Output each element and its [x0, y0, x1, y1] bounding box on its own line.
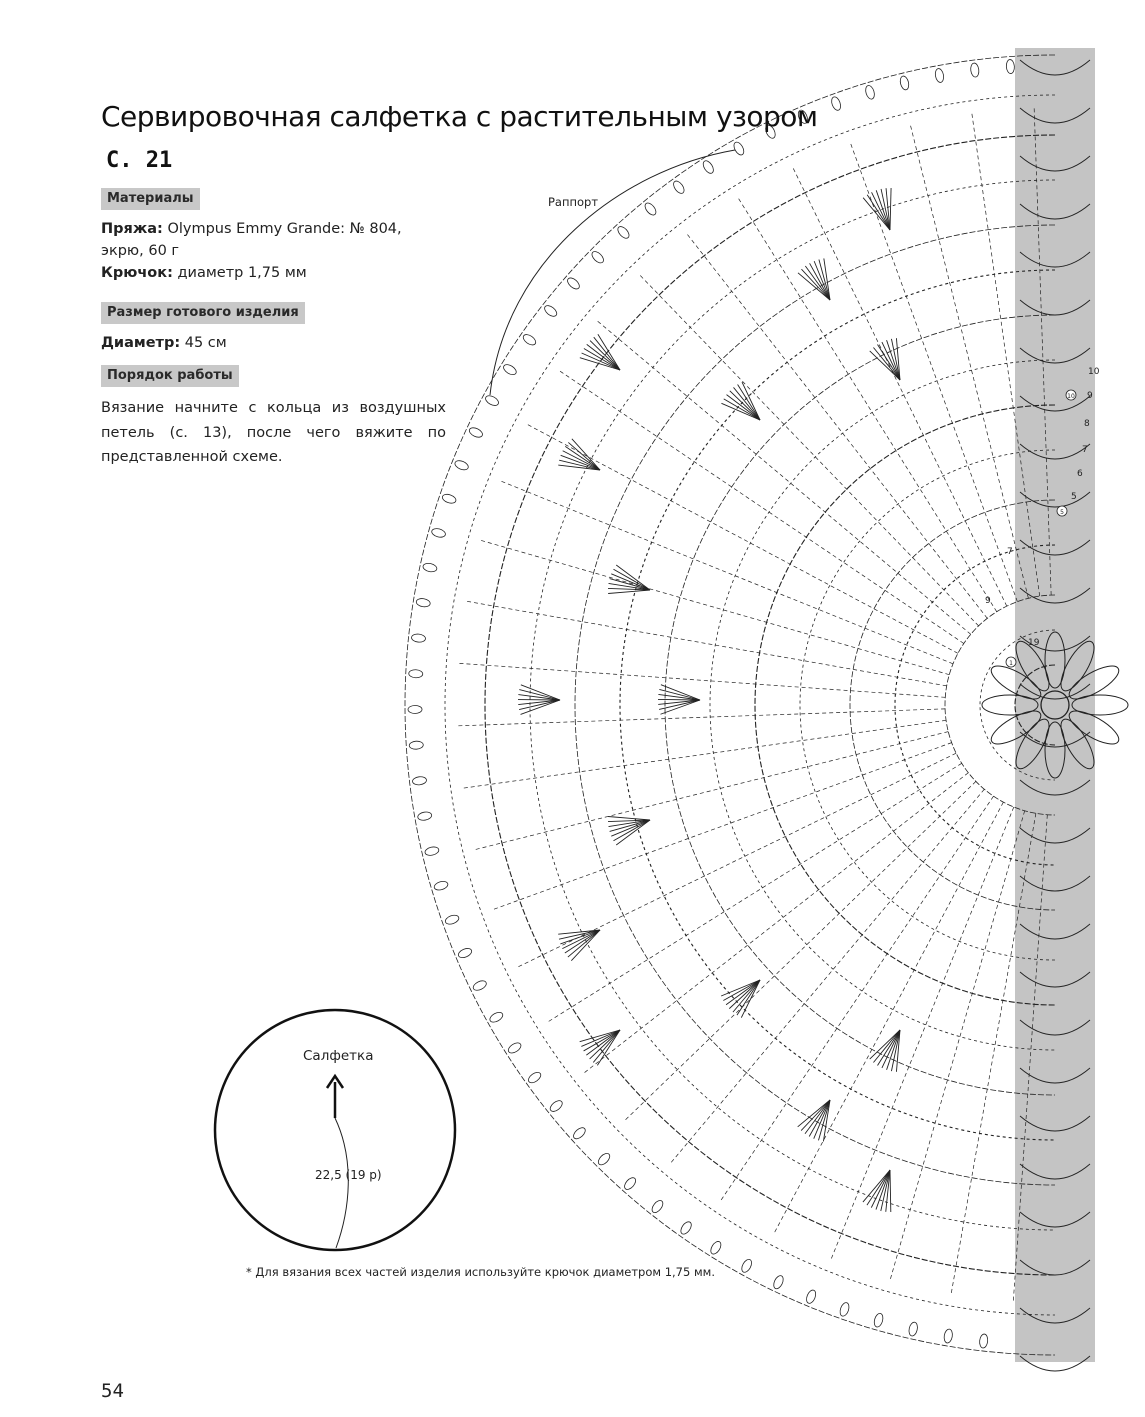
- schematic-measure: 22,5 (19 р): [315, 1168, 382, 1182]
- circled-row-number: [1057, 506, 1067, 516]
- diameter-info: [101, 332, 227, 354]
- page-title: Сервировочная салфетка с растительным узором: [101, 100, 818, 133]
- yarn-info: [101, 218, 402, 284]
- schematic-circle: [215, 1010, 455, 1250]
- diameter-label: Диаметр:: [101, 335, 181, 351]
- circled-row-number: [1066, 390, 1076, 400]
- schematic-name: Салфетка: [303, 1048, 374, 1064]
- procedure-text: Вязание начните с кольца из воздушных петель (с. 13), после чего вяжите по представленной схеме.: [101, 400, 446, 465]
- diameter-value: 45 см: [184, 335, 227, 351]
- svg-text:10: 10: [1067, 393, 1075, 400]
- radius-curve: [335, 1118, 348, 1248]
- row-number: 6: [1077, 469, 1083, 479]
- row-number: 5: [1071, 492, 1077, 502]
- procedure-label: Порядок работы: [101, 365, 239, 387]
- repeat-strip: [1015, 48, 1095, 1362]
- row-number: 8: [1084, 419, 1090, 429]
- svg-text:5: 5: [1060, 509, 1064, 516]
- row-number: 10: [1088, 367, 1100, 377]
- footnote: * Для вязания всех частей изделия используйте крючок диаметром 1,75 мм.: [246, 1265, 715, 1279]
- row-number: 7: [1082, 445, 1088, 455]
- row-number: 9: [1087, 391, 1093, 401]
- materials-label: Материалы: [101, 188, 200, 210]
- circled-row-number: [1006, 657, 1016, 667]
- svg-text:1: 1: [1009, 660, 1013, 667]
- row-number: 19: [1028, 638, 1040, 648]
- size-label: Размер готового изделия: [101, 302, 305, 324]
- repeat-label: Раппорт: [548, 195, 599, 209]
- row-number: 7: [1007, 547, 1013, 557]
- page-number: 54: [101, 1380, 124, 1402]
- yarn-value-2: экрю, 60 г: [101, 243, 180, 259]
- yarn-value: Olympus Emmy Grande: № 804,: [167, 221, 402, 237]
- row-number: 9: [985, 596, 991, 606]
- yarn-label: Пряжа:: [101, 221, 163, 237]
- page-reference: С. 21: [106, 148, 173, 173]
- hook-label: Крючок:: [101, 265, 173, 281]
- hook-value: диаметр 1,75 мм: [177, 265, 307, 281]
